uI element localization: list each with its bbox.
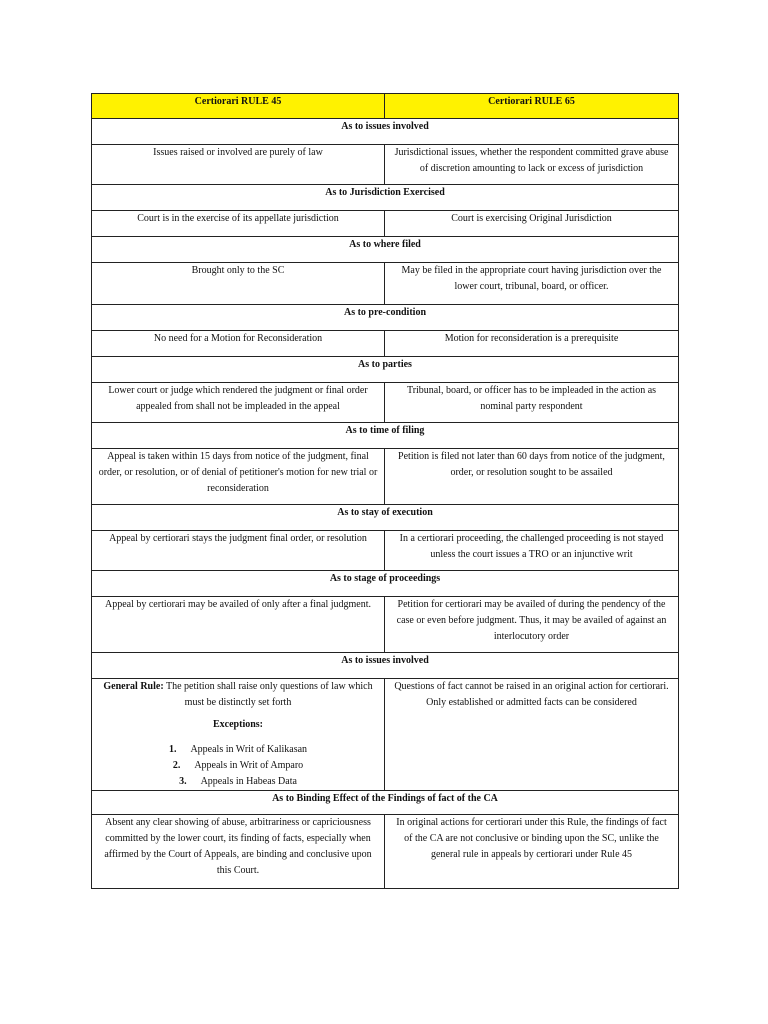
section-content-row [92, 531, 679, 571]
list-number: 2. [172, 760, 181, 771]
section-content-row [92, 679, 679, 791]
list-text: Appeals in Writ of Kalikasan [190, 744, 308, 755]
comparison-table [91, 93, 679, 889]
rule65-cell: May be filed in the appropriate court having jurisdiction over the lower court, tribunal, board, or officer. [385, 263, 679, 305]
section-title: As to pre-condition [92, 305, 679, 331]
general-rule-text [98, 679, 378, 711]
section-title: As to Binding Effect of the Findings of fact of the CA [92, 791, 679, 815]
rule45-cell: Issues raised or involved are purely of law [92, 145, 385, 185]
section-title-row [92, 237, 679, 263]
list-text: Appeals in Writ of Amparo [194, 760, 304, 771]
header-right: Certiorari RULE 65 [385, 94, 679, 119]
section-title: As to Jurisdiction Exercised [92, 185, 679, 211]
general-rule-body: The petition shall raise only questions of law which must be distinctly set forth [163, 681, 373, 708]
list-number: 3. [179, 776, 187, 787]
header-row [92, 94, 679, 119]
rule65-cell: Motion for reconsideration is a prerequisite [385, 331, 679, 357]
section-title: As to parties [92, 357, 679, 383]
list-text: Appeals in Habeas Data [200, 776, 297, 787]
rule65-cell: In a certiorari proceeding, the challenged proceeding is not stayed unless the court issues a TRO or an injunctive writ [385, 531, 679, 571]
section-title: As to time of filing [92, 423, 679, 449]
section-title: As to stage of proceedings [92, 571, 679, 597]
list-number: 1. [168, 744, 177, 755]
section-title-row [92, 791, 679, 815]
section-title-row [92, 119, 679, 145]
section-content-row [92, 383, 679, 423]
section-content-row [92, 597, 679, 653]
rule45-cell: Appeal is taken within 15 days from notice of the judgment, final order, or resolution, or of denial of petitioner's motion for new trial or reconsideration [92, 449, 385, 505]
section-content-row [92, 145, 679, 185]
list-item [98, 742, 378, 758]
rule65-cell: Questions of fact cannot be raised in an original action for certiorari. Only established or admitted facts can be considered [385, 679, 679, 791]
section-title-row [92, 357, 679, 383]
section-content-row [92, 211, 679, 237]
section-title-row [92, 653, 679, 679]
section-title: As to where filed [92, 237, 679, 263]
section-content-row [92, 263, 679, 305]
section-content-row [92, 815, 679, 889]
section-title: As to issues involved [92, 653, 679, 679]
section-title: As to stay of execution [92, 505, 679, 531]
rule65-cell: Tribunal, board, or officer has to be impleaded in the action as nominal party respondent [385, 383, 679, 423]
general-rule-label: General Rule: [103, 681, 164, 692]
rule45-cell: Absent any clear showing of abuse, arbitrariness or capriciousness committed by the lower court, its finding of facts, especially when affirmed by the Court of Appeals, are binding and conclusive upon this Court. [92, 815, 385, 889]
rule45-cell [92, 679, 385, 791]
exceptions-list [98, 742, 378, 790]
rule45-cell: Brought only to the SC [92, 263, 385, 305]
exceptions-title: Exceptions: [213, 719, 263, 730]
rule45-cell: Lower court or judge which rendered the judgment or final order appealed from shall not be impleaded in the appeal [92, 383, 385, 423]
rule45-cell: No need for a Motion for Reconsideration [92, 331, 385, 357]
section-title-row [92, 505, 679, 531]
rule65-cell: Petition is filed not later than 60 days from notice of the judgment, order, or resolution sought to be assailed [385, 449, 679, 505]
rule45-cell: Court is in the exercise of its appellate jurisdiction [92, 211, 385, 237]
section-title-row [92, 305, 679, 331]
section-title-row [92, 423, 679, 449]
rule65-cell: Jurisdictional issues, whether the respondent committed grave abuse of discretion amounting to lack or excess of jurisdiction [385, 145, 679, 185]
section-title: As to issues involved [92, 119, 679, 145]
section-title-row [92, 571, 679, 597]
list-item [98, 774, 378, 790]
header-left: Certiorari RULE 45 [92, 94, 385, 119]
section-title-row [92, 185, 679, 211]
rule65-cell: Court is exercising Original Jurisdiction [385, 211, 679, 237]
rule65-cell: Petition for certiorari may be availed of during the pendency of the case or even before judgment. Thus, it may be availed of against an interlocutory order [385, 597, 679, 653]
rule65-cell: In original actions for certiorari under this Rule, the findings of fact of the CA are not conclusive or binding upon the SC, unlike the general rule in appeals by certiorari under Rule 45 [385, 815, 679, 889]
section-content-row [92, 331, 679, 357]
rule45-cell: Appeal by certiorari stays the judgment final order, or resolution [92, 531, 385, 571]
section-content-row [92, 449, 679, 505]
rule45-cell: Appeal by certiorari may be availed of only after a final judgment. [92, 597, 385, 653]
list-item [98, 758, 378, 774]
